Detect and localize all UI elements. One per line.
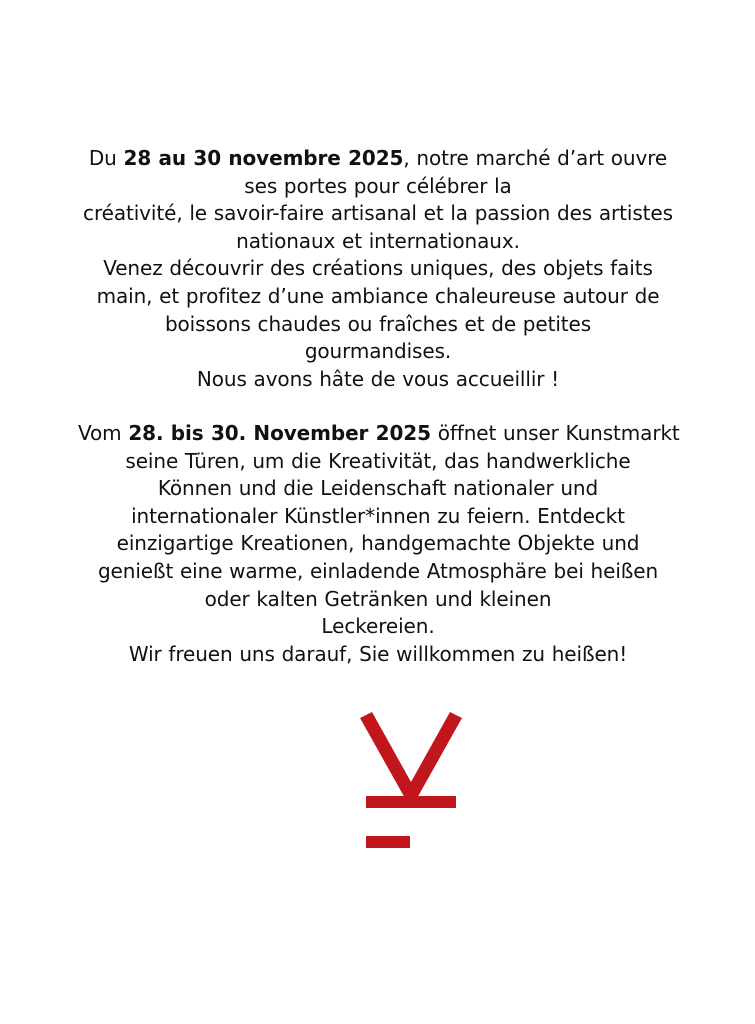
logo-upper-bar: [366, 796, 456, 808]
text-line: créativité, le savoir-faire artisanal et la passion des artistes: [83, 201, 673, 226]
text-line: Nous avons hâte de vous accueillir !: [196, 366, 560, 391]
text-line: internationaler Künstler*innen zu feiern. Entdeckt: [131, 503, 625, 528]
red-y-logo-icon: [358, 712, 464, 852]
text-line: Vom 28. bis 30. November 2025 öffnet unser Kunstmarkt: [78, 421, 680, 445]
text-line: einzigartige Kreationen, handgemachte Objekte und: [116, 531, 640, 556]
text-line: seine Türen, um die Kreativität, das handwerkliche: [125, 448, 631, 473]
text-line: Leckereien.: [321, 614, 435, 639]
text-line: Venez découvrir des créations uniques, des objets faits: [103, 256, 653, 281]
french-announcement: [78, 145, 678, 393]
text-line: genießt eine warme, einladende Atmosphäre bei heißen: [97, 558, 659, 583]
text-line: nationaux et internationaux.: [236, 228, 520, 253]
logo-v-shape: [360, 712, 462, 800]
german-announcement: [78, 420, 678, 668]
text-line: gourmandises.: [304, 339, 452, 364]
text-line: Wir freuen uns darauf, Sie willkommen zu heißen!: [128, 641, 628, 666]
logo-lower-bar: [366, 836, 410, 848]
text-line: Du 28 au 30 novembre 2025, notre marché d’art ouvre: [88, 146, 668, 170]
text-line: ses portes pour célébrer la: [244, 173, 512, 198]
text-line: main, et profitez d’une ambiance chaleureuse autour de: [96, 283, 660, 308]
text-line: boissons chaudes ou fraîches et de petites: [164, 311, 592, 336]
text-line: Können und die Leidenschaft nationaler und: [157, 476, 599, 501]
text-line: oder kalten Getränken und kleinen: [204, 586, 552, 611]
